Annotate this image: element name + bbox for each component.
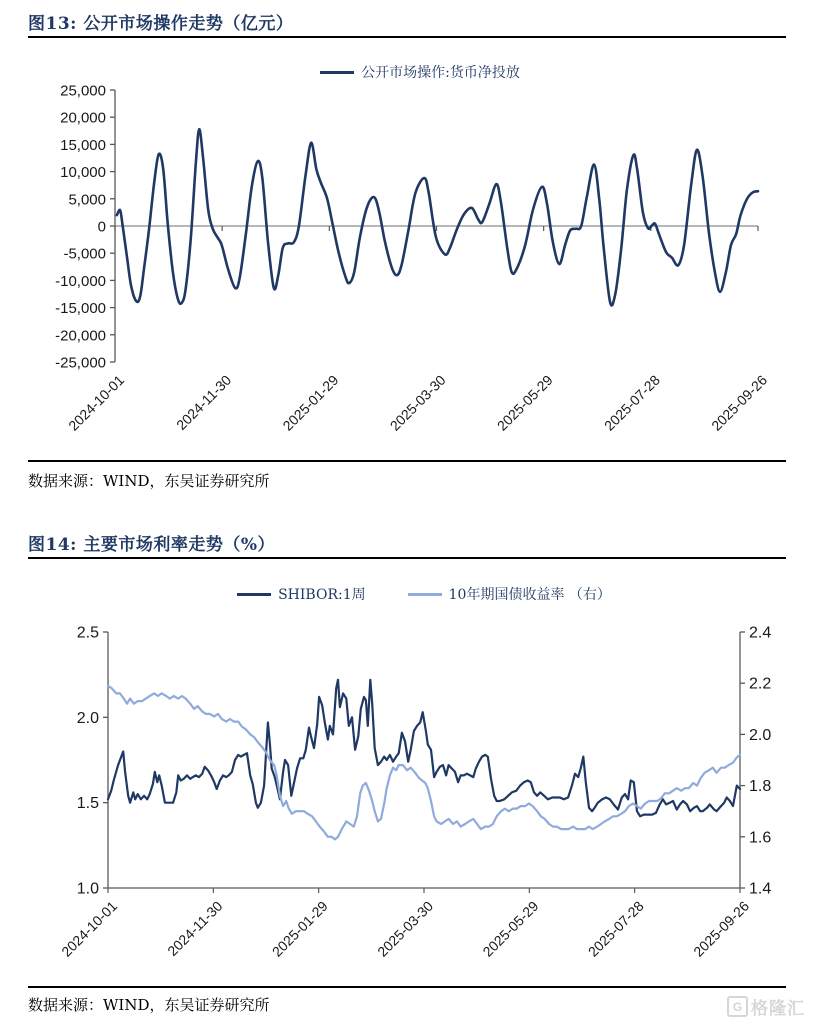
y-tick-label-left: -20,000 (55, 327, 106, 345)
figure13-bottom-divider (28, 460, 786, 462)
gelonghui-logo-icon: G (727, 996, 748, 1017)
y-tick-label-right: 1.4 (749, 880, 772, 898)
y-tick-label-left: -15,000 (55, 300, 106, 318)
legend-line-swatch (408, 593, 442, 596)
legend-line-swatch (237, 593, 271, 596)
y-tick-label-right: 1.8 (749, 778, 772, 796)
legend-label: 10年期国债收益率 （右） (448, 587, 611, 603)
figure13-source: 数据来源：WIND，东吴证券研究所 (28, 472, 270, 490)
y-tick-label-right: 2.4 (749, 624, 772, 642)
gelonghui-watermark (727, 994, 805, 1019)
x-tick-label: 2025-07-28 (584, 897, 647, 960)
x-tick-label: 2025-05-29 (479, 897, 542, 960)
y-tick-label-left: 25,000 (60, 82, 106, 100)
figure14-title: 图14: 主要市场利率走势（%） (28, 535, 276, 555)
figure14-bottom-divider (28, 986, 786, 988)
x-tick-label: 2025-05-29 (493, 371, 556, 434)
y-tick-label-left: 1.5 (76, 795, 99, 813)
x-tick-label: 2024-11-30 (173, 371, 235, 434)
x-tick-label: 2025-09-26 (708, 371, 771, 434)
y-tick-label-right: 2.0 (749, 726, 772, 744)
figure13-legend (100, 62, 740, 82)
figure14-source: 数据来源：WIND，东吴证券研究所 (28, 996, 270, 1014)
figure13-title-divider (28, 36, 786, 38)
x-tick-label: 2024-11-30 (164, 897, 226, 960)
x-tick-label: 2025-01-29 (279, 371, 342, 434)
y-tick-label-left: -10,000 (55, 272, 106, 290)
legend-item-shibor (237, 584, 366, 604)
y-tick-label-left: 5,000 (68, 191, 106, 209)
figure13-title: 图13: 公开市场操作走势（亿元） (28, 14, 294, 34)
figure14-title-divider (28, 557, 786, 559)
x-tick-label: 2025-03-30 (386, 371, 449, 434)
legend-item-10y-yield (408, 584, 611, 604)
x-tick-label: 2025-09-26 (690, 897, 753, 960)
x-tick-label: 2025-03-30 (374, 897, 437, 960)
y-tick-label-left: -5,000 (63, 245, 106, 263)
x-tick-label: 2024-10-01 (58, 897, 121, 960)
legend-label: SHIBOR:1周 (278, 587, 366, 603)
y-tick-label-left: 2.0 (76, 709, 99, 727)
x-tick-label: 2024-10-01 (65, 371, 128, 434)
x-tick-label: 2025-01-29 (268, 897, 331, 960)
legend-line-swatch (320, 71, 354, 74)
series-line (117, 129, 758, 305)
legend-label: 公开市场操作:货币净投放 (361, 65, 520, 81)
y-tick-label-left: 10,000 (60, 164, 106, 182)
series-line (108, 680, 740, 817)
y-tick-label-left: -25,000 (55, 354, 106, 372)
y-tick-label-left: 0 (97, 218, 106, 236)
figure14-legend (108, 584, 740, 604)
x-tick-label: 2025-07-28 (600, 371, 663, 434)
legend-item-net-injection (320, 62, 520, 82)
y-tick-label-left: 1.0 (76, 880, 99, 898)
y-tick-label-right: 1.6 (749, 829, 772, 847)
y-tick-label-right: 2.2 (749, 675, 772, 693)
y-tick-label-left: 20,000 (60, 109, 106, 127)
gelonghui-watermark-text: 格隆汇 (751, 999, 805, 1019)
y-tick-label-left: 15,000 (60, 136, 106, 154)
y-tick-label-left: 2.5 (76, 624, 99, 642)
series-line (108, 686, 740, 840)
